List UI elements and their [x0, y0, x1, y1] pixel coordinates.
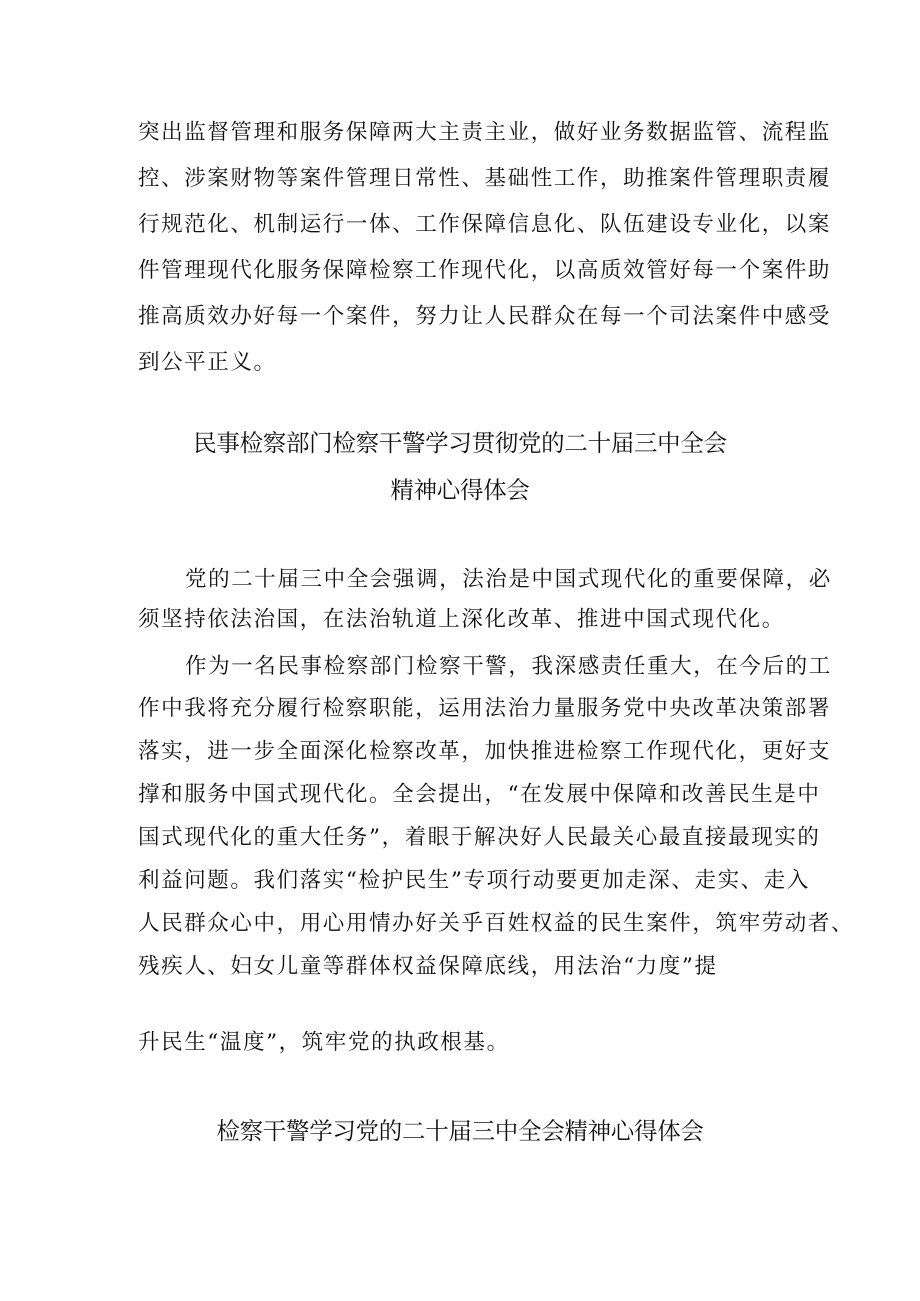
- paragraph-line: 升民生“温度”，筑牢党的执政根基。: [138, 1030, 510, 1055]
- intro-line: 控、涉案财物等案件管理日常性、基础性工作，助推案件管理职责履: [138, 166, 832, 191]
- intro-line: 突出监督管理和服务保障两大主责主业，做好业务数据监管、流程监: [138, 120, 832, 145]
- intro-line: 件管理现代化服务保障检察工作现代化，以高质效管好每一个案件助: [138, 258, 832, 283]
- paragraph-line: 利益问题。我们落实“检护民生”专项行动要更加走深、走实、走入: [138, 868, 810, 893]
- section-title-line1: 民事检察部门检察干警学习贯彻党的二十届三中全会: [193, 429, 727, 457]
- section2-title: 检察干警学习党的二十届三中全会精神心得体会: [216, 1117, 704, 1145]
- paragraph-line: 作为一名民事检察部门检察干警，我深感责任重大，在今后的工: [185, 654, 832, 679]
- paragraph-line: 国式现代化的重大任务”，着眼于解决好人民最关心最直接最现实的: [138, 825, 821, 850]
- paragraph-line: 撑和服务中国式现代化。全会提出，“在发展中保障和改善民生是中: [138, 782, 821, 807]
- paragraph-line: 人民群众心中，用心用情办好关乎百姓权益的民生案件，筑牢劳动者、: [138, 911, 855, 936]
- paragraph-line: 作中我将充分履行检察职能，运用法治力量服务党中央改革决策部署: [138, 696, 832, 721]
- paragraph-line: 残疾人、妇女儿童等群体权益保障底线，用法治“力度”提: [138, 954, 718, 979]
- section-title-line2: 精神心得体会: [390, 476, 530, 504]
- paragraph-line: 落实，进一步全面深化检察改革，加快推进检察工作现代化，更好支: [138, 739, 832, 764]
- intro-line: 行规范化、机制运行一体、工作保障信息化、队伍建设专业化，以案: [138, 212, 832, 237]
- paragraph-line: 党的二十届三中全会强调，法治是中国式现代化的重要保障，必: [185, 567, 832, 592]
- intro-line: 推高质效办好每一个案件，努力让人民群众在每一个司法案件中感受: [138, 304, 832, 329]
- intro-line: 到公平正义。: [138, 350, 277, 375]
- paragraph-line: 须坚持依法治国，在法治轨道上深化改革、推进中国式现代化。: [138, 607, 785, 632]
